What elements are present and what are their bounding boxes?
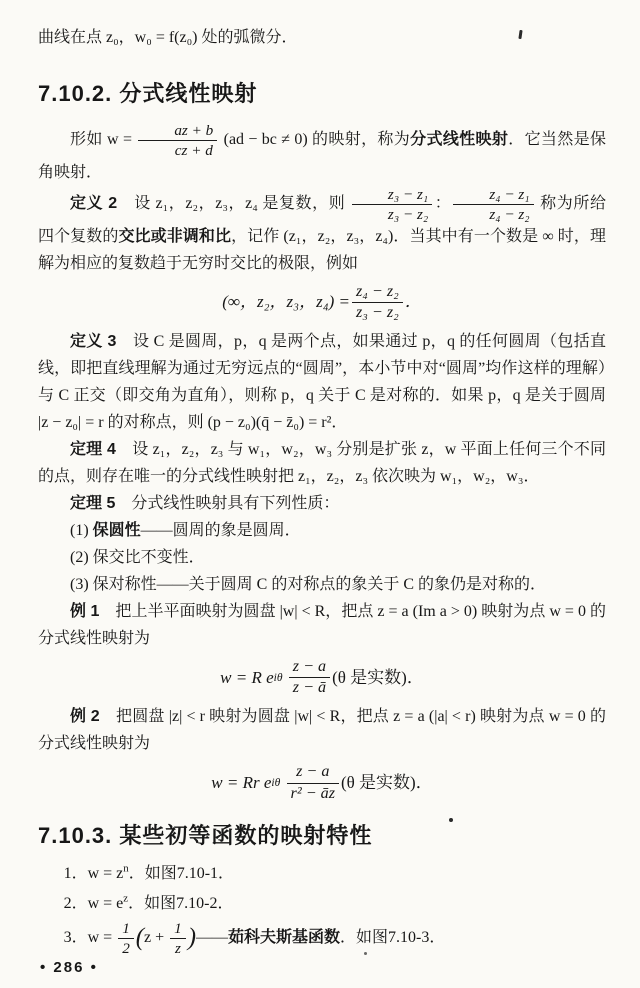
fraction-az-b-over-cz-d	[136, 122, 219, 159]
text-run: 形如 w =	[70, 131, 137, 149]
definition-3-label: 定义 3	[70, 333, 117, 351]
text-run: 设 z₁，z₂，z₃ 与 w₁，w₂，w₃ 分别是扩张 z，w 平面上任何三个不同的点，则存在唯一的分式线性映射把 z₁，z₂，z₃ 依次映为 w₁，w₂，w₃．	[38, 441, 606, 486]
definition-2-label: 定义 2	[70, 195, 118, 213]
equation-lhs: (∞，z₂，z₃，z₄) =	[222, 292, 350, 312]
fraction-denominator: z − ā	[292, 679, 327, 697]
equation-condition: (θ 是实数)．	[332, 667, 424, 687]
paragraph-example-2	[38, 703, 606, 757]
fraction-numerator: z − a	[287, 763, 339, 783]
text-run: 把上半平面映射为圆盘 |w| < R，把点 z = a (Im a > 0) 映射为点 w = 0 的分式线性映射为	[38, 603, 606, 648]
equation-condition: (θ 是实数)．	[340, 772, 433, 792]
example-2-label: 例 2	[70, 708, 100, 726]
text-run: z +	[144, 928, 169, 946]
exponent-n: n	[123, 862, 129, 875]
equation-example-1: w = R e iθ $\frac{z - a}{z - ā}$ (θ 是实数)．	[220, 658, 424, 697]
fraction-z-a-over-r2-abarz	[285, 763, 341, 802]
fraction-denominator: z	[175, 939, 181, 957]
fraction-z-a-over-z-abar	[287, 658, 332, 697]
text-run: 3．w =	[63, 928, 117, 946]
equation-lhs: w = R e	[220, 667, 274, 687]
fraction-z4-z2-over-z3-z2	[350, 283, 405, 322]
paragraph-theorem-4	[38, 436, 606, 490]
text-run: 2．w = e	[63, 894, 124, 912]
fraction-denominator: cz + d	[174, 142, 213, 160]
paragraph-definition-3	[38, 328, 606, 436]
text-run: ．它当然是保角映射．	[38, 131, 606, 182]
text-run: 分式线性映射具有下列性质：	[115, 495, 340, 513]
fraction-numerator: 1	[118, 920, 134, 939]
fraction-denominator: r² − āz	[290, 784, 335, 802]
fraction-one-half	[116, 920, 136, 957]
term-joukowski-function: 茹科夫斯基函数	[228, 928, 341, 946]
section-heading-7-10-3: 7.10.3. 某些初等函数的映射特性	[38, 822, 373, 848]
scan-artifact	[449, 818, 453, 822]
page-number: • 286 •	[40, 959, 98, 976]
fraction-numerator: z₄ − z₂	[352, 283, 403, 303]
em-dash: ——	[196, 928, 229, 946]
list-item-exponential-function	[64, 890, 606, 918]
fraction-denominator: z₃ − z₂	[356, 304, 399, 322]
equation-example-2: w = Rr e iθ $\frac{z - a}{\text{r² − āz}}$ (θ 是实数)．	[211, 763, 433, 802]
fraction-denominator: z₃ − z₂	[387, 206, 429, 224]
fraction-denominator: 2	[122, 939, 130, 957]
theorem-5-property-list	[38, 517, 606, 598]
scan-artifact	[364, 952, 367, 955]
text-run: (ad − bc ≠ 0) 的映射，称为	[219, 131, 411, 149]
text-run: 1．w = z	[63, 864, 124, 882]
carryover-text: 曲线在点 z₀，w₀ = f(z₀) 处的弧微分．	[38, 29, 298, 46]
text-run: 保对称性——关于圆周 C 的对称点的象关于 C 的象仍是对称的．	[92, 576, 547, 594]
example-1-label: 例 1	[70, 603, 100, 621]
paragraph-example-1	[38, 598, 606, 652]
elementary-function-list	[38, 860, 606, 957]
theorem-5-label: 定理 5	[70, 495, 116, 513]
text-run: 设 z₁，z₂，z₃，z₄ 是复数，则	[117, 195, 350, 213]
fraction-cross-ratio-1	[350, 186, 434, 223]
list-item	[70, 517, 606, 544]
equation-period: ．	[404, 292, 422, 312]
text-run: 称为所给四个复数的	[38, 195, 606, 246]
figure-reference: ．如图7.10-3．	[340, 928, 446, 946]
exponent-z: z	[123, 892, 129, 905]
left-paren: (	[135, 923, 145, 951]
figure-reference: ．如图7.10-2．	[128, 894, 234, 912]
fraction-numerator: z₃ − z₁	[352, 186, 432, 205]
text-run: 保交比不变性．	[92, 549, 205, 567]
fraction-cross-ratio-2	[451, 186, 535, 223]
right-paren: )	[187, 923, 197, 951]
list-item	[70, 544, 606, 571]
equation-cross-ratio-infinity	[38, 283, 606, 322]
fraction-numerator: z₄ − z₁	[453, 186, 533, 205]
item-number: (2)	[70, 549, 93, 567]
fraction-numerator: az + b	[138, 122, 217, 141]
fraction-numerator: 1	[170, 920, 186, 939]
figure-reference: ．如图7.10-1．	[128, 864, 235, 882]
text-run: ，记作 (z₁，z₂，z₃，z₄)．当其中有一个数是 ∞ 时，理解为相应的复数趋于无穷时交比的极限，例如	[38, 228, 606, 273]
fraction-numerator: z − a	[289, 658, 330, 678]
list-item-joukowski-function	[64, 920, 606, 957]
item-number: (3)	[70, 576, 93, 594]
ratio-separator: ：	[434, 195, 452, 213]
text-run: 把圆盘 |z| < r 映射为圆盘 |w| < R，把点 z = a (|a| < r) 映射为点 w = 0 的分式线性映射为	[38, 708, 606, 753]
term-fractional-linear-map: 分式线性映射	[410, 131, 509, 149]
fraction-one-over-z	[168, 920, 188, 957]
text-run: 设 C 是圆周，p，q 是两个点，如果通过 p，q 的任何圆周（包括直线，即把直线理解为通过无穷远点的“圆周”，本小节中对“圆周”均作这样的理解）与 C 正交（即交角为直角），则称 p，q 关于 C 是对称的．如果 p，q 是关于圆周 |z − z₀| = r 的对称点，则 (p − z₀)(q̄ − z̄₀) = r²．	[38, 333, 606, 432]
term-circle-preserving: 保圆性	[92, 522, 141, 540]
section-heading-7-10-2: 7.10.2. 分式线性映射	[38, 81, 258, 106]
paragraph-theorem-5	[38, 490, 606, 517]
text-run: ——圆周的象是圆周．	[140, 522, 301, 540]
paragraph-definition-2	[38, 186, 606, 277]
paragraph-mobius-definition	[38, 122, 606, 186]
list-item-power-function	[64, 860, 606, 888]
list-item	[70, 571, 606, 598]
theorem-4-label: 定理 4	[70, 441, 116, 459]
item-number: (1)	[70, 522, 93, 540]
equation-lhs: w = Rr e	[211, 772, 272, 792]
term-cross-ratio: 交比或非调和比	[118, 228, 232, 246]
fraction-denominator: z₄ − z₂	[489, 206, 530, 224]
